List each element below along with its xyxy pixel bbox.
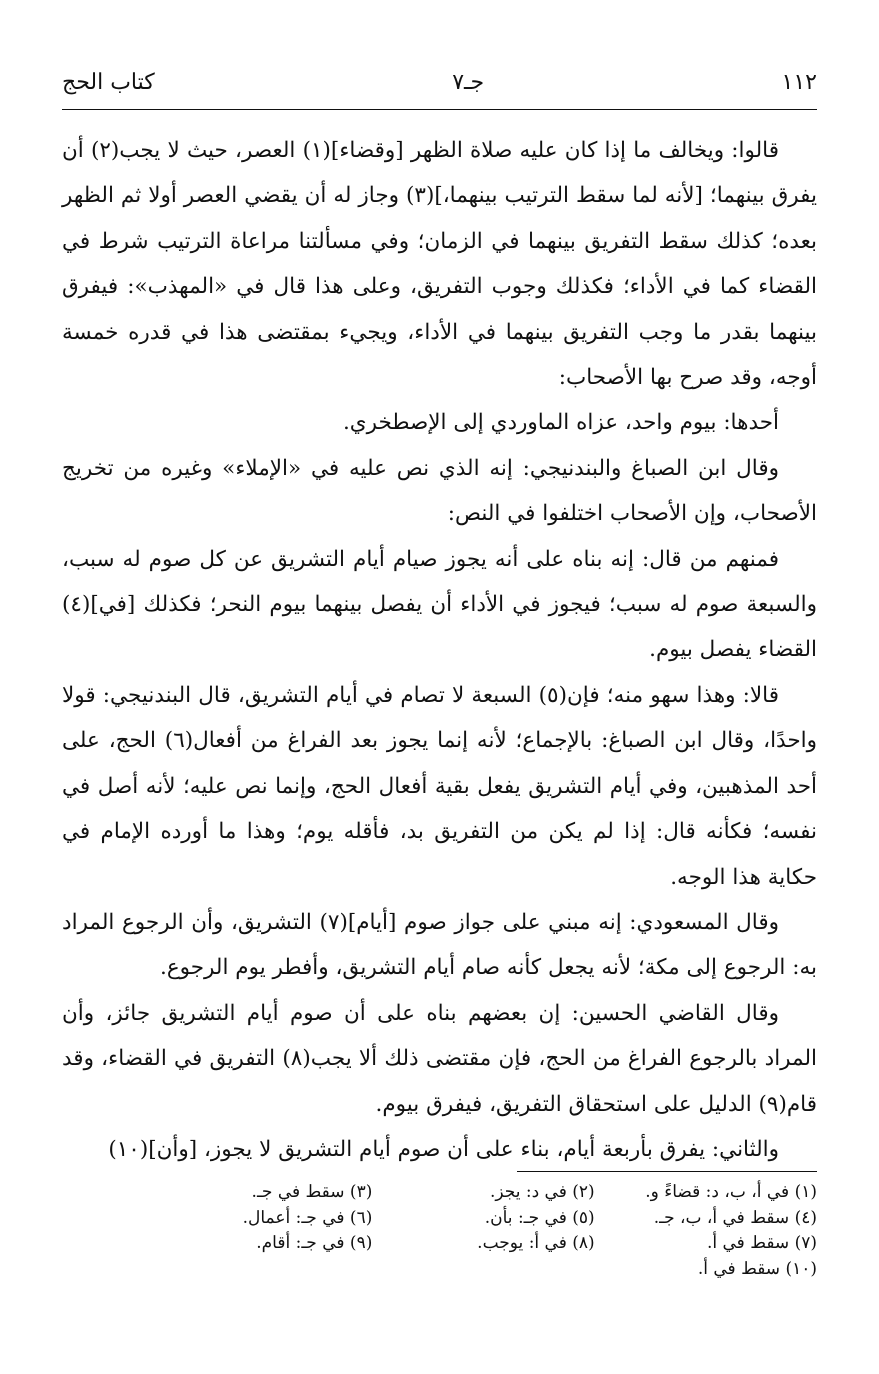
page-number: ١١٢ — [781, 70, 817, 95]
footnote: (٣) سقط في جـ. — [251, 1182, 373, 1202]
footnote: (٦) في جـ: أعمال. — [242, 1207, 373, 1228]
paragraph: قالوا: ويخالف ما إذا كان عليه صلاة الظهر [وقضاء](١) العصر، حيث لا يجب(٢) أن يفرق بينهما؛ [لأنه لما سقط الترتيب بينهما،](٣) وجاز له أن يقضي العصر أولا ثم الظهر بعده؛ كذلك سقط التفريق بينهما في الزمان؛ وفي مسألتنا مراعاة الترتيب شرط في القضاء كما في الأداء؛ فكذلك وجوب التفريق، وعلى هذا قال في «المهذب»: فيفرق بينهما بقدر ما وجب التفريق بينهما في الأداء، ويجيء بمقتضى هذا في قدره خمسة أوجه، وقد صرح بها الأصحاب: — [62, 138, 817, 391]
paragraph: وقال ابن الصباغ والبندنيجي: إنه الذي نص عليه في «الإملاء» وغيره من تخريج الأصحاب، وإن الأصحاب اختلفوا في النص: — [62, 455, 817, 527]
footnote: (٨) في أ: يوجب. — [477, 1233, 595, 1253]
footnote-divider — [517, 1171, 817, 1172]
footnote: (٤) سقط في أ، ب، جـ. — [653, 1207, 817, 1228]
footnote: (٩) في جـ: أقام. — [256, 1233, 373, 1253]
footnote-row — [150, 1180, 817, 1206]
footnote: (١٠) سقط في أ. — [697, 1258, 817, 1279]
paragraph: وقال المسعودي: إنه مبني على جواز صوم [أيام](٧) التشريق، وأن الرجوع المراد به: الرجوع إلى مكة؛ لأنه يجعل كأنه صام أيام التشريق، وأفطر يوم الرجوع. — [62, 909, 817, 981]
header-divider — [62, 109, 817, 110]
paragraph: قالا: وهذا سهو منه؛ فإن(٥) السبعة لا تصام في أيام التشريق، قال البندنيجي: قولا واحدًا، وقال ابن الصباغ: بالإجماع؛ لأنه إنما يجوز بعد الفراغ من أفعال(٦) الحج، على أحد المذهبين، وفي أيام التشريق يفعل بقية أفعال الحج، وإنما نص عليه؛ لأنه أصل في نفسه؛ فكأنه قال: إذا لم يكن من التفريق بد، فأقله يوم؛ وهذا ما أورده الإمام في حكاية هذا الوجه. — [62, 682, 817, 890]
footnote-row — [150, 1231, 817, 1257]
footnote-row — [150, 1257, 817, 1283]
volume-label: جـ٧ — [452, 70, 485, 95]
footnote — [150, 1257, 372, 1283]
footnote-row — [150, 1206, 817, 1232]
paragraph: والثاني: يفرق بأربعة أيام، بناء على أن صوم أيام التشريق لا يجوز، [وأن](١٠) — [108, 1136, 779, 1162]
footnote — [372, 1257, 594, 1283]
paragraph: فمنهم من قال: إنه بناه على أنه يجوز صيام أيام التشريق عن كل صوم له سبب، والسبعة صوم له سبب؛ فيجوز في الأداء أن يفصل بينهما بيوم النحر؛ فكذلك [في](٤) القضاء يفصل بيوم. — [62, 546, 817, 663]
footnote: (٧) سقط في أ. — [706, 1233, 817, 1253]
paragraph: وقال القاضي الحسين: إن بعضهم بناه على أن صوم أيام التشريق جائز، وأن المراد بالرجوع الفراغ من الحج، فإن مقتضى ذلك ألا يجب(٨) التفريق في القضاء، وقد قام(٩) الدليل على استحقاق التفريق، فيفرق بيوم. — [62, 1000, 817, 1117]
footnote: (٢) في د: يجز. — [489, 1182, 595, 1202]
footnote: (١) في أ، ب، د: قضاءً و. — [645, 1182, 817, 1202]
paragraph: أحدها: بيوم واحد، عزاه الماوردي إلى الإصطخري. — [342, 410, 779, 436]
running-header — [62, 70, 817, 95]
footnotes — [150, 1180, 817, 1282]
main-text — [62, 128, 817, 1172]
book-title: كتاب الحج — [62, 70, 155, 95]
footnote: (٥) في جـ: بأن. — [484, 1207, 595, 1228]
